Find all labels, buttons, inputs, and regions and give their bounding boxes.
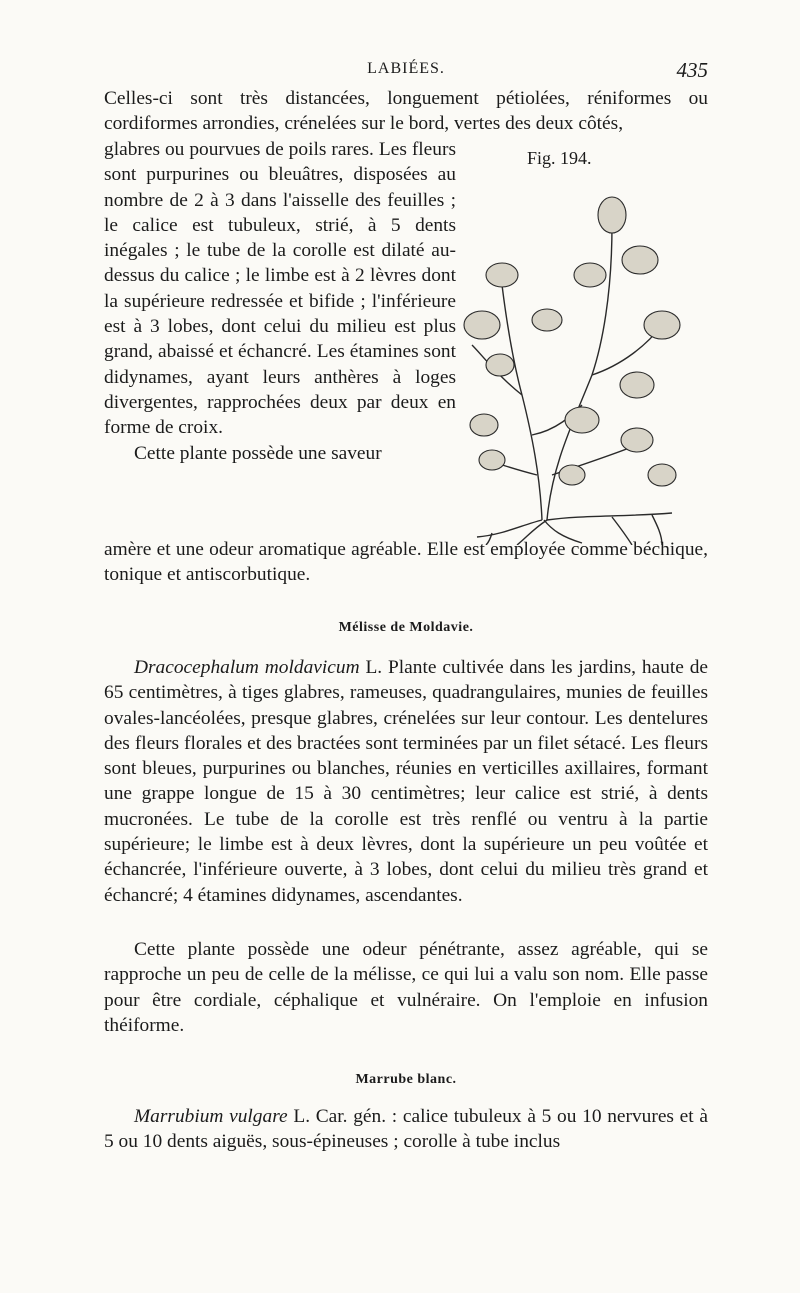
- running-head: LABIÉES.: [367, 60, 445, 77]
- section-marrube-description: [104, 1104, 708, 1155]
- paragraph-beside-figure: [104, 137, 456, 466]
- figure-194: [462, 145, 702, 545]
- description-text: L. Plante cultivée dans les jardins, haute de 65 centimètres, à tiges glabres, rameuses, quadrangulaires, munies de feuilles ovales-lancéolées, presque glabres, crénelées sur leur contour. Les dentelures des fleurs florales et des bractées sont terminées par un filet sétacé. Les fleurs sont bleues, purpurines ou blanches, réunies en verticilles axillaires, formant une grappe longue de 15 à 30 centimètres; leur calice est strié, à dents mucronées. Le tube de la corolle est très renflé ou ventru à la partie supérieure; le limbe est à deux lèvres, dont la supérieure un peu voûtée et échancrée, l'inférieure ouverte, à 3 lobes, dont celui du milieu très grand et échancré; 4 étamines didynames, ascendantes.: [104, 657, 709, 906]
- paragraph-lead: Celles-ci sont très distancées, longuement pétiolées, réniformes ou cordiformes arrondies, crénelées sur le bord, vertes des deux côtés,: [104, 88, 708, 135]
- description-text: L. Car. gén. : calice tubuleux à 5 ou 10 nervures et à 5 ou 10 dents aiguës, sous-épineuses ; corolle à tube inclus: [104, 1106, 708, 1153]
- figure-label: Fig. 194.: [527, 148, 592, 168]
- page-number: 435: [676, 58, 708, 82]
- page-header: [104, 58, 708, 84]
- section-melisse-description: [104, 655, 708, 908]
- plant-illustration-icon: [462, 175, 702, 545]
- section-melisse-properties: Cette plante possède une odeur pénétrante, assez agréable, qui se rapproche un peu de celle de la mélisse, ce qui lui a valu son nom. Elle passe pour être cordiale, céphalique et vulnéraire. On l'emploie en infusion théiforme.: [104, 939, 708, 1036]
- section-title-marrube: Marrube blanc.: [355, 1072, 457, 1087]
- paragraph-float-text: glabres ou pourvues de poils rares. Les fleurs sont purpurines ou bleuâtres, disposées au nombre de 2 à 3 dans l'aisselle des feuilles ; le calice est tubuleux, strié, à 5 dents inégales ; le tube de la corolle est dilaté au-dessus du calice ; le limbe est à 2 lèvres dont la supérieure redressée et bifide ; l'inférieure est à 3 lobes, dont celui du milieu est plus grand, abaissé et échancré. Les étamines sont didynames, ayant leurs anthères à loges divergentes, rapprochées deux par deux en forme de croix.: [104, 139, 456, 439]
- paragraph-float-text-b: Cette plante possède une saveur: [134, 442, 382, 464]
- section-title-melisse: Mélisse de Moldavie.: [338, 620, 474, 635]
- paragraph-tail: amère et une odeur aromatique agréable. Elle est employée comme béchique, tonique et antiscorbutique.: [104, 539, 708, 586]
- latin-name: Dracocephalum moldavicum: [134, 657, 360, 678]
- latin-name: Marrubium vulgare: [134, 1106, 288, 1127]
